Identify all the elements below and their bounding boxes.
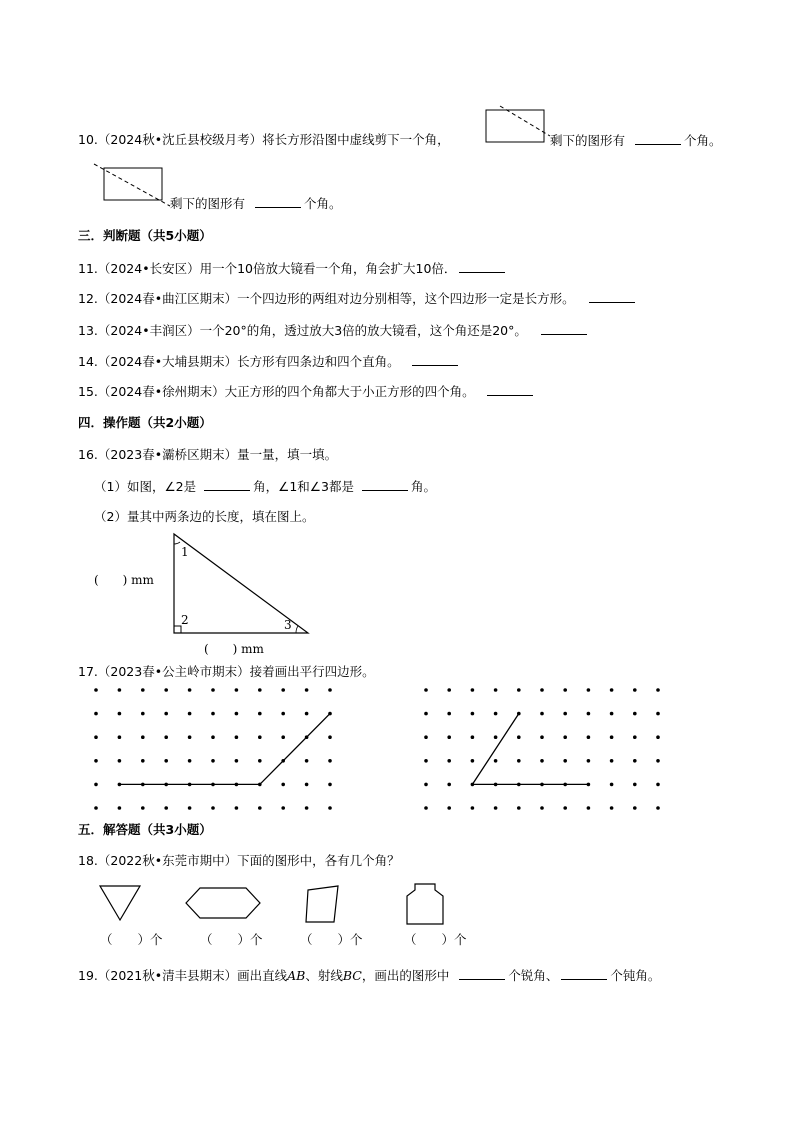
grid-dot[interactable] [258, 712, 262, 716]
grid-dot[interactable] [517, 688, 521, 692]
question-11: 11.（2024•长安区）用一个10倍放大镜看一个角，角会扩大10倍． [78, 260, 508, 277]
grid-dot[interactable] [211, 688, 215, 692]
hexagon-shape [184, 886, 264, 922]
grid-dot[interactable] [563, 688, 567, 692]
grid-dot[interactable] [494, 735, 498, 739]
grid-dot[interactable] [211, 735, 215, 739]
rectangle-cut-figure-1 [480, 106, 552, 148]
question-16: 16.（2023春•灞桥区期末）量一量，填一填。 [78, 447, 338, 462]
grid-dot[interactable] [656, 783, 660, 787]
grid-dot[interactable] [118, 806, 122, 810]
grid-dot[interactable] [235, 735, 239, 739]
grid-dot[interactable] [494, 688, 498, 692]
grid-dot[interactable] [94, 688, 98, 692]
grid-dot[interactable] [188, 712, 192, 716]
angle-2-label: 2 [181, 613, 189, 627]
grid-dot[interactable] [94, 759, 98, 763]
grid-dot[interactable] [211, 712, 215, 716]
grid-dot[interactable] [281, 806, 285, 810]
grid-dot[interactable] [471, 759, 475, 763]
grid-dot[interactable] [305, 759, 309, 763]
side-length-left-label: ( ) mm [94, 573, 154, 587]
grid-dot[interactable] [633, 783, 637, 787]
question-13: 13.（2024•丰润区）一个20°的角，透过放大3倍的放大镜看，这个角还是20°。 [78, 322, 590, 339]
grid-dot[interactable] [656, 759, 660, 763]
angle-1-label: 1 [181, 545, 189, 559]
grid-dot[interactable] [235, 806, 239, 810]
answer-blank[interactable] [561, 967, 607, 980]
grid-dot[interactable] [633, 806, 637, 810]
grid-dot[interactable] [328, 783, 332, 787]
grid-dot[interactable] [94, 783, 98, 787]
answer-blank[interactable] [589, 290, 635, 303]
inverted-triangle-shape [98, 884, 144, 924]
grid-dot[interactable] [424, 806, 428, 810]
question-15: 15.（2024春•徐州期末）大正方形的四个角都大于小正方形的四个角。 [78, 383, 536, 400]
grid-dot[interactable] [164, 688, 168, 692]
grid-dot[interactable] [211, 806, 215, 810]
question-17: 17.（2023春•公主岭市期末）接着画出平行四边形。 [78, 664, 375, 679]
answer-blank[interactable] [487, 383, 533, 396]
grid-dot[interactable] [447, 688, 451, 692]
question-12: 12.（2024春•曲江区期末）一个四边形的两组对边分别相等，这个四边形一定是长方形。 [78, 290, 638, 307]
section-3-heading: 三．判断题（共5小题） [78, 228, 212, 243]
grid-dot[interactable] [633, 688, 637, 692]
grid-dot[interactable] [94, 806, 98, 810]
dot-grid-left[interactable] [88, 684, 360, 814]
question-16-part1: （1）如图，∠2是 角，∠1和∠3都是 角。 [94, 479, 436, 494]
grid-dot[interactable] [164, 712, 168, 716]
grid-dot[interactable] [164, 759, 168, 763]
grid-dot[interactable] [305, 688, 309, 692]
grid-dot[interactable] [610, 712, 614, 716]
rectangle-cut-figure-2 [92, 162, 172, 212]
grid-dot[interactable] [656, 735, 660, 739]
side-length-bottom-label: ( ) mm [204, 642, 264, 656]
question-14: 14.（2024春•大埔县期末）长方形有四条边和四个直角。 [78, 353, 461, 370]
grid-dot[interactable] [141, 759, 145, 763]
question-text: 将长方形沿图中虚线剪下一个角， [262, 132, 450, 147]
grid-dot[interactable] [141, 712, 145, 716]
section-5-heading: 五．解答题（共3小题） [78, 822, 212, 837]
grid-dot[interactable] [447, 806, 451, 810]
grid-dot[interactable] [517, 759, 521, 763]
grid-dot[interactable] [540, 688, 544, 692]
grid-dot[interactable] [540, 759, 544, 763]
grid-dot[interactable] [471, 688, 475, 692]
grid-dot[interactable] [540, 806, 544, 810]
vase-shape [405, 882, 447, 928]
grid-dot[interactable] [94, 712, 98, 716]
grid-dot[interactable] [118, 735, 122, 739]
grid-dot[interactable] [328, 806, 332, 810]
grid-dot[interactable] [587, 712, 591, 716]
answer-blank[interactable] [362, 478, 408, 491]
grid-dot[interactable] [447, 783, 451, 787]
grid-dot[interactable] [563, 806, 567, 810]
grid-dot[interactable] [447, 712, 451, 716]
grid-dot[interactable] [141, 688, 145, 692]
grid-dot[interactable] [258, 735, 262, 739]
grid-dot[interactable] [164, 806, 168, 810]
grid-dot[interactable] [118, 759, 122, 763]
grid-dot[interactable] [141, 806, 145, 810]
question-10 [78, 132, 450, 148]
grid-dot[interactable] [656, 806, 660, 810]
grid-dot[interactable] [587, 735, 591, 739]
grid-dot[interactable] [610, 759, 614, 763]
dot-grid-right[interactable] [420, 684, 670, 814]
grid-dot[interactable] [563, 712, 567, 716]
grid-dot[interactable] [424, 688, 428, 692]
grid-dot[interactable] [563, 759, 567, 763]
grid-dot[interactable] [281, 783, 285, 787]
grid-dot[interactable] [610, 783, 614, 787]
grid-dot[interactable] [258, 806, 262, 810]
grid-dot[interactable] [118, 688, 122, 692]
question-number: 10. [78, 132, 98, 147]
grid-dot[interactable] [94, 735, 98, 739]
grid-dot[interactable] [587, 688, 591, 692]
grid-dot[interactable] [587, 759, 591, 763]
grid-dot[interactable] [656, 712, 660, 716]
grid-dot[interactable] [328, 688, 332, 692]
shape-4-answer[interactable]: （ ）个 [404, 932, 467, 947]
answer-blank[interactable] [204, 478, 250, 491]
grid-dot[interactable] [633, 712, 637, 716]
grid-dot[interactable] [235, 759, 239, 763]
shape-1-answer[interactable]: （ ）个 [100, 932, 163, 947]
grid-dot[interactable] [494, 759, 498, 763]
grid-dot[interactable] [494, 806, 498, 810]
grid-dot[interactable] [141, 735, 145, 739]
grid-dot[interactable] [235, 688, 239, 692]
grid-dot[interactable] [164, 735, 168, 739]
grid-dot[interactable] [633, 735, 637, 739]
answer-blank[interactable] [255, 195, 301, 208]
grid-dot[interactable] [610, 735, 614, 739]
grid-dot[interactable] [633, 759, 637, 763]
answer-blank[interactable] [459, 967, 505, 980]
grid-dot[interactable] [188, 688, 192, 692]
question-10-tail: 剩下的图形有 个角。 [550, 133, 722, 148]
grid-dot[interactable] [587, 806, 591, 810]
grid-dot[interactable] [424, 712, 428, 716]
grid-dot[interactable] [494, 712, 498, 716]
grid-dot[interactable] [188, 806, 192, 810]
grid-dot[interactable] [235, 712, 239, 716]
grid-dot[interactable] [281, 688, 285, 692]
angle-3-label: 3 [284, 618, 292, 632]
grid-dot[interactable] [258, 688, 262, 692]
grid-dot[interactable] [281, 712, 285, 716]
grid-dot[interactable] [281, 735, 285, 739]
grid-dot[interactable] [305, 783, 309, 787]
grid-dot[interactable] [258, 759, 262, 763]
shape-3-answer[interactable]: （ ）个 [300, 932, 363, 947]
grid-dot[interactable] [563, 735, 567, 739]
given-sides [119, 714, 330, 785]
grid-dot[interactable] [118, 712, 122, 716]
grid-dot[interactable] [447, 735, 451, 739]
grid-dot[interactable] [305, 806, 309, 810]
grid-dot[interactable] [471, 712, 475, 716]
grid-dot[interactable] [424, 735, 428, 739]
section-4-heading: 四．操作题（共2小题） [78, 415, 212, 430]
grid-dot[interactable] [305, 712, 309, 716]
answer-blank[interactable] [635, 132, 681, 145]
grid-dot[interactable] [447, 759, 451, 763]
grid-dot[interactable] [424, 783, 428, 787]
grid-dot[interactable] [517, 735, 521, 739]
quadrilateral-shape [302, 884, 342, 926]
shape-2-answer[interactable]: （ ）个 [200, 932, 263, 947]
grid-dot[interactable] [610, 688, 614, 692]
answer-blank[interactable] [412, 353, 458, 366]
question-source: （2024秋•沈丘县校级月考） [97, 132, 263, 147]
grid-dot[interactable] [540, 735, 544, 739]
grid-dot[interactable] [424, 759, 428, 763]
grid-dot[interactable] [211, 759, 215, 763]
question-18: 18.（2022秋•东莞市期中）下面的图形中，各有几个角？ [78, 853, 400, 868]
grid-dot[interactable] [517, 806, 521, 810]
grid-dot[interactable] [188, 735, 192, 739]
given-sides [472, 714, 588, 785]
question-10-line2: 剩下的图形有 个角。 [170, 196, 342, 211]
answer-blank[interactable] [459, 260, 505, 273]
question-16-part2: （2）量其中两条边的长度，填在图上。 [94, 509, 315, 524]
grid-dot[interactable] [471, 806, 475, 810]
grid-dot[interactable] [540, 712, 544, 716]
question-19: 19.（2021秋•清丰县期末）画出直线AB、射线BC，画出的图形中 个锐角、 个钝角。 [78, 968, 661, 983]
grid-dot[interactable] [188, 759, 192, 763]
grid-dot[interactable] [328, 759, 332, 763]
grid-dot[interactable] [471, 735, 475, 739]
grid-dot[interactable] [656, 688, 660, 692]
answer-blank[interactable] [541, 322, 587, 335]
grid-dot[interactable] [328, 735, 332, 739]
grid-dot[interactable] [610, 806, 614, 810]
